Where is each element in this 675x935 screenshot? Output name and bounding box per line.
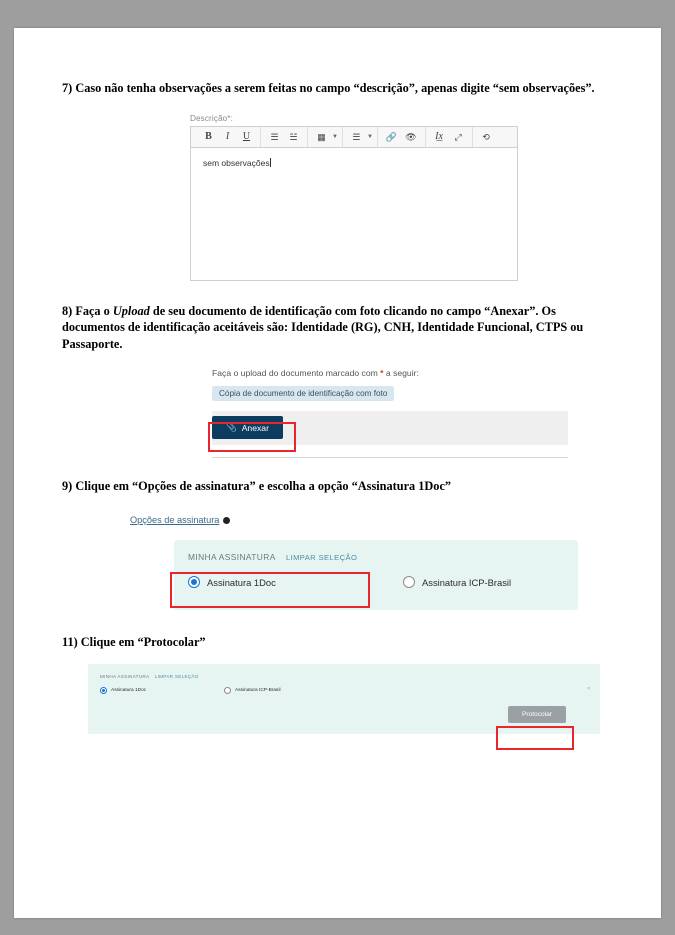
description-editor-screenshot xyxy=(190,114,518,281)
protocol-options xyxy=(100,687,588,694)
dot-icon xyxy=(223,517,230,524)
description-label: Descrição*: xyxy=(190,114,233,124)
fullscreen-icon[interactable]: ⤢ xyxy=(454,131,462,142)
toolbar-group-table xyxy=(308,127,343,147)
eye-icon[interactable]: 👁 xyxy=(405,131,417,142)
protocol-screenshot xyxy=(88,664,600,734)
upload-screenshot xyxy=(212,368,568,445)
protocol-clear-link[interactable]: LIMPAR SELEÇÃO xyxy=(154,674,199,680)
toolbar-group-text xyxy=(195,127,261,147)
protocol-option-1doc-label: Assinatura 1Doc xyxy=(111,688,147,694)
protocol-legend-label: MINHA ASSINATURA xyxy=(100,674,150,680)
protocol-legend xyxy=(100,674,588,679)
protocol-footer xyxy=(88,700,600,734)
step-8-part2: de seu documento de identificação com foto clicando no campo “Anexar”. Os documentos de identificação aceitáveis são: Identidade (RG), CNH, Identidade Funcional, CTPS ou Passaporte. xyxy=(62,304,584,351)
step-9-text: 9) Clique em “Opções de assinatura” e escolha a opção “Assinatura 1Doc” xyxy=(62,478,452,493)
toolbar-group-format xyxy=(426,127,473,147)
step-11-text: 11) Clique em “Protocolar” xyxy=(62,635,206,650)
source-icon[interactable]: ⟲ xyxy=(482,131,490,142)
upload-instruction-pre: Faça o upload do documento marcado com xyxy=(212,367,381,378)
editor-toolbar xyxy=(190,126,518,148)
upload-instruction xyxy=(212,368,568,378)
protocol-panel xyxy=(88,664,600,700)
toolbar-group-insert xyxy=(378,127,426,147)
signature-option-1doc[interactable] xyxy=(188,576,403,588)
step-8-part1: 8) Faça o xyxy=(62,304,113,319)
signature-options-label: Opções de assinatura xyxy=(130,515,220,526)
document-content xyxy=(62,80,614,734)
clear-format-icon[interactable]: I͟x xyxy=(435,131,443,143)
bold-icon[interactable]: B xyxy=(205,131,212,143)
signature-options-link[interactable] xyxy=(130,515,230,525)
clear-selection-link[interactable]: LIMPAR SELEÇÃO xyxy=(285,553,358,563)
document-type-chip: Cópia de documento de identificação com foto xyxy=(212,386,394,401)
chevron-down-icon[interactable]: ▼ xyxy=(332,134,338,141)
signature-legend-label: MINHA ASSINATURA xyxy=(188,552,276,563)
signature-panel xyxy=(174,540,578,610)
signature-option-icp-label: Assinatura ICP-Brasil xyxy=(422,576,512,588)
protocol-option-icp-label: Assinatura ICP-Brasil xyxy=(235,688,281,694)
chevron-down-icon-align[interactable]: ▼ xyxy=(366,134,373,141)
description-value: sem observações xyxy=(203,158,270,169)
link-icon[interactable]: 🔗 xyxy=(385,131,398,142)
bullet-list-icon[interactable]: ☰ xyxy=(270,131,279,142)
description-textarea[interactable] xyxy=(190,148,518,281)
signature-legend xyxy=(188,552,564,562)
toolbar-group-align xyxy=(343,127,378,147)
attach-bar xyxy=(212,411,568,445)
signature-options xyxy=(188,576,564,588)
upload-instruction-post: a seguir: xyxy=(383,367,419,378)
section-divider xyxy=(212,457,568,458)
table-icon[interactable]: ▦ xyxy=(317,131,326,142)
protocolar-button[interactable]: Protocolar xyxy=(508,706,566,723)
italic-icon[interactable]: I xyxy=(225,131,230,143)
signature-option-icp[interactable] xyxy=(403,576,511,588)
radio-small-1doc[interactable] xyxy=(100,687,107,694)
number-list-icon[interactable]: ☱ xyxy=(289,131,298,142)
signature-screenshot xyxy=(130,510,578,610)
paperclip-icon: 📎 xyxy=(226,422,237,433)
close-icon[interactable]: × xyxy=(587,686,590,693)
toolbar-group-source xyxy=(473,127,500,147)
toolbar-group-lists xyxy=(261,127,308,147)
radio-icp[interactable] xyxy=(403,576,415,588)
radio-1doc[interactable] xyxy=(188,576,200,588)
text-caret xyxy=(270,158,271,167)
step-7-text: 7) Caso não tenha observações a serem feitas no campo “descrição”, apenas digite “sem observações”. xyxy=(62,81,595,95)
step-8-text xyxy=(62,303,614,352)
attach-button-label: Anexar xyxy=(241,422,269,433)
align-icon[interactable]: ☰ xyxy=(352,131,361,142)
signature-option-1doc-label: Assinatura 1Doc xyxy=(207,576,276,588)
protocol-option-1doc[interactable] xyxy=(100,687,224,694)
underline-icon[interactable]: U xyxy=(242,131,251,143)
required-marker: * xyxy=(380,367,384,378)
document-page xyxy=(14,28,661,918)
radio-small-icp[interactable] xyxy=(224,687,231,694)
protocol-option-icp[interactable] xyxy=(224,687,281,694)
attach-button[interactable] xyxy=(212,416,283,439)
step-8-upload-word: Upload xyxy=(112,304,150,319)
